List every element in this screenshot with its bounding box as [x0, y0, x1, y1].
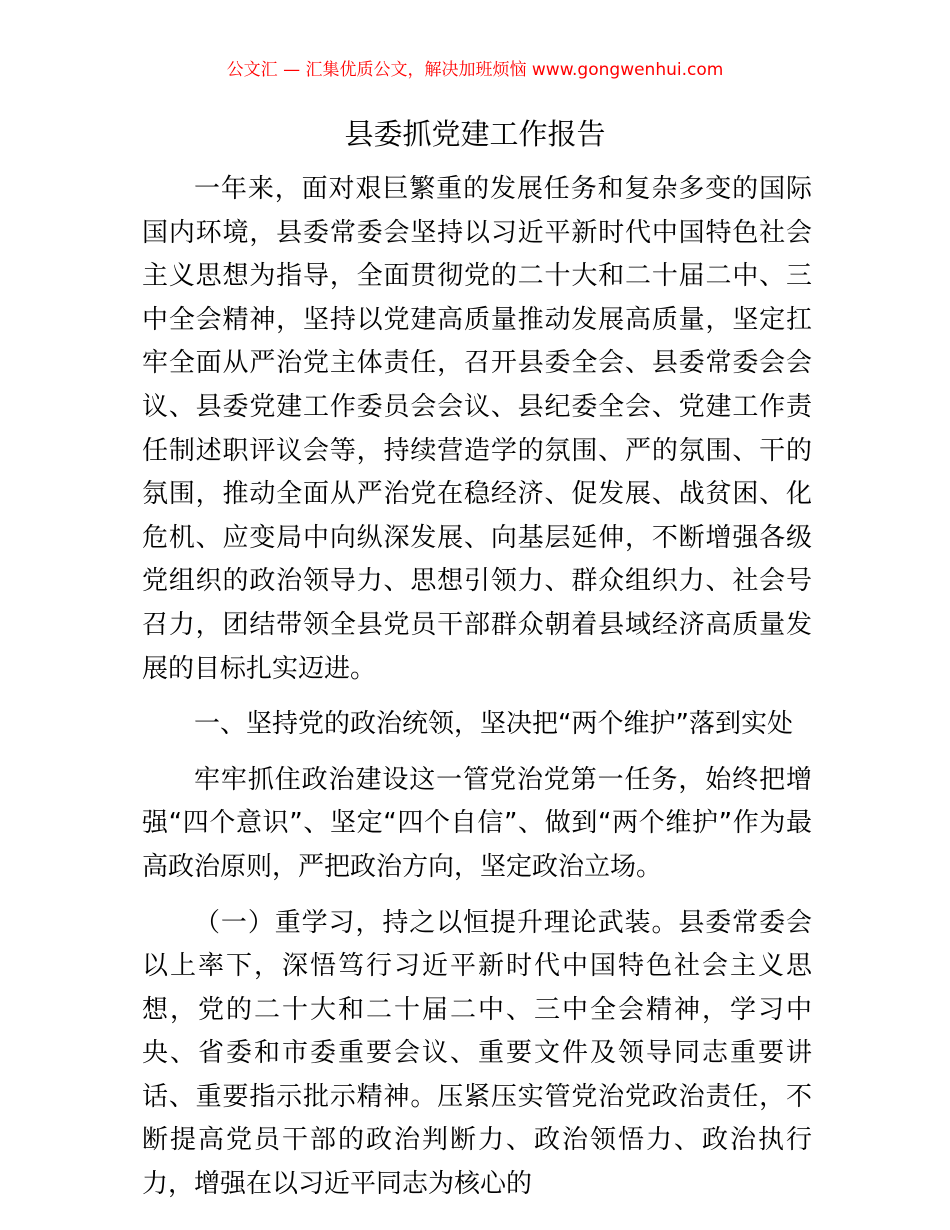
paragraph-section-1: 牢牢抓住政治建设这一管党治党第一任务，始终把增强“四个意识”、坚定“四个自信”、做到“两个维护”作为最高政治原则，严把政治方向，坚定政治立场。: [142, 764, 812, 882]
document-title: 县委抓党建工作报告: [344, 117, 606, 151]
section-heading-1: 一、坚持党的政治统领，坚决把“两个维护”落到实处: [194, 709, 793, 740]
document-header-banner: 公文汇 — 汇集优质公文，解决加班烦恼 www.gongwenhui.com: [226, 60, 724, 80]
document-body: [142, 168, 812, 1207]
paragraph-subsection-1: （一）重学习，持之以恒提升理论武装。县委常委会以上率下，深悟笃行习近平新时代中国特色社会主义思想，党的二十大和二十届二中、三中全会精神，学习中央、省委和市委重要会议、重要文件及领导同志重要讲话、重要指示批示精神。压紧压实管党治党政治责任，不断提高党员干部的政治判断力、政治领悟力、政治执行力，增强在以习近平同志为核心的: [142, 907, 812, 1200]
paragraph-intro: 一年来，面对艰巨繁重的发展任务和复杂多变的国际国内环境，县委常委会坚持以习近平新时代中国特色社会主义思想为指导，全面贯彻党的二十大和二十届二中、三中全会精神，坚持以党建高质量推动发展高质量，坚定扛牢全面从严治党主体责任，召开县委全会、县委常委会会议、县委党建工作委员会会议、县纪委全会、党建工作责任制述职评议会等，持续营造学的氛围、严的氛围、干的氛围，推动全面从严治党在稳经济、促发展、战贫困、化危机、应变局中向纵深发展、向基层延伸，不断增强各级党组织的政治领导力、思想引领力、群众组织力、社会号召力，团结带领全县党员干部群众朝着县域经济高质量发展的目标扎实迈进。: [142, 174, 812, 684]
